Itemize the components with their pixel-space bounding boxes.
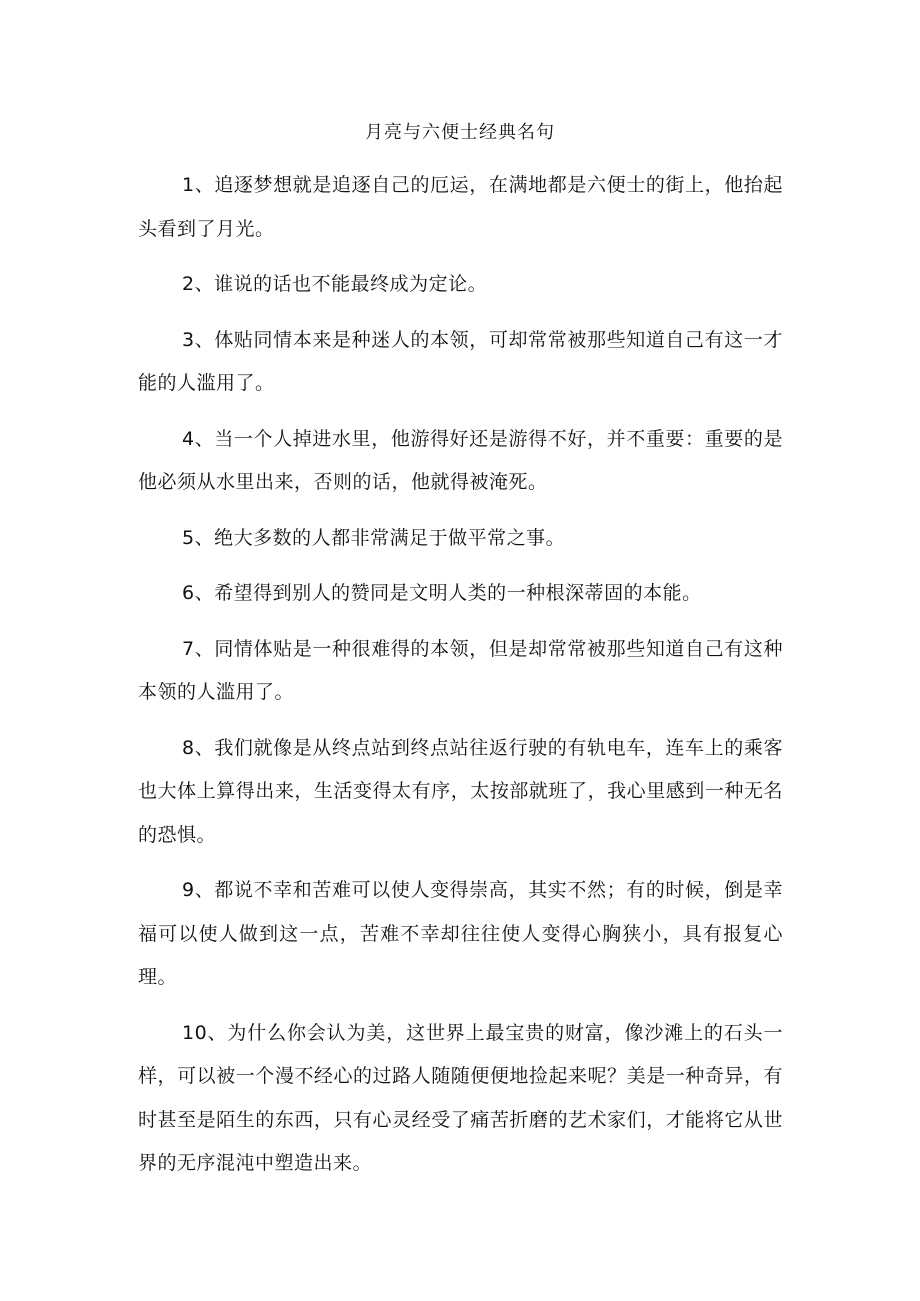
quote-item-5: 5、绝大多数的人都非常满足于做平常之事。	[182, 526, 566, 549]
quote-item-1: 1、追逐梦想就是追逐自己的厄运，在满地都是六便士的街上，他抬起头看到了月光。	[138, 174, 783, 240]
quote-item-2: 2、谁说的话也不能最终成为定论。	[182, 273, 488, 295]
quote-list	[138, 164, 783, 1198]
quote-item-6: 6、希望得到别人的赞同是文明人类的一种根深蒂固的本能。	[182, 582, 702, 604]
quote-item-10: 10、为什么你会认为美，这世界上最宝贵的财富，像沙滩上的石头一样，可以被一个漫不经心的过路人随随便便地捡起来呢？美是一种奇异，有时甚至是陌生的东西，只有心灵经受了痛苦折磨的艺术家们，才能将它从世界的无序混沌中塑造出来。	[138, 1021, 783, 1174]
quote-item-9: 9、都说不幸和苦难可以使人变得崇高，其实不然；有的时候，倒是幸福可以使人做到这一点，苦难不幸却往往使人变得心胸狭小，具有报复心理。	[138, 879, 783, 988]
quote-item-4: 4、当一个人掉进水里，他游得好还是游得不好，并不重要：重要的是他必须从水里出来，否则的话，他就得被淹死。	[138, 427, 783, 493]
quote-item-7: 7、同情体贴是一种很难得的本领，但是却常常被那些知道自己有这种本领的人滥用了。	[138, 637, 783, 703]
quote-item-3: 3、体贴同情本来是种迷人的本领，可却常常被那些知道自己有这一才能的人滥用了。	[138, 328, 783, 394]
page-title: 月亮与六便士经典名句	[365, 122, 555, 143]
quote-item-8: 8、我们就像是从终点站到终点站往返行驶的有轨电车，连车上的乘客也大体上算得出来，生活变得太有序，太按部就班了，我心里感到一种无名的恐惧。	[138, 736, 783, 846]
